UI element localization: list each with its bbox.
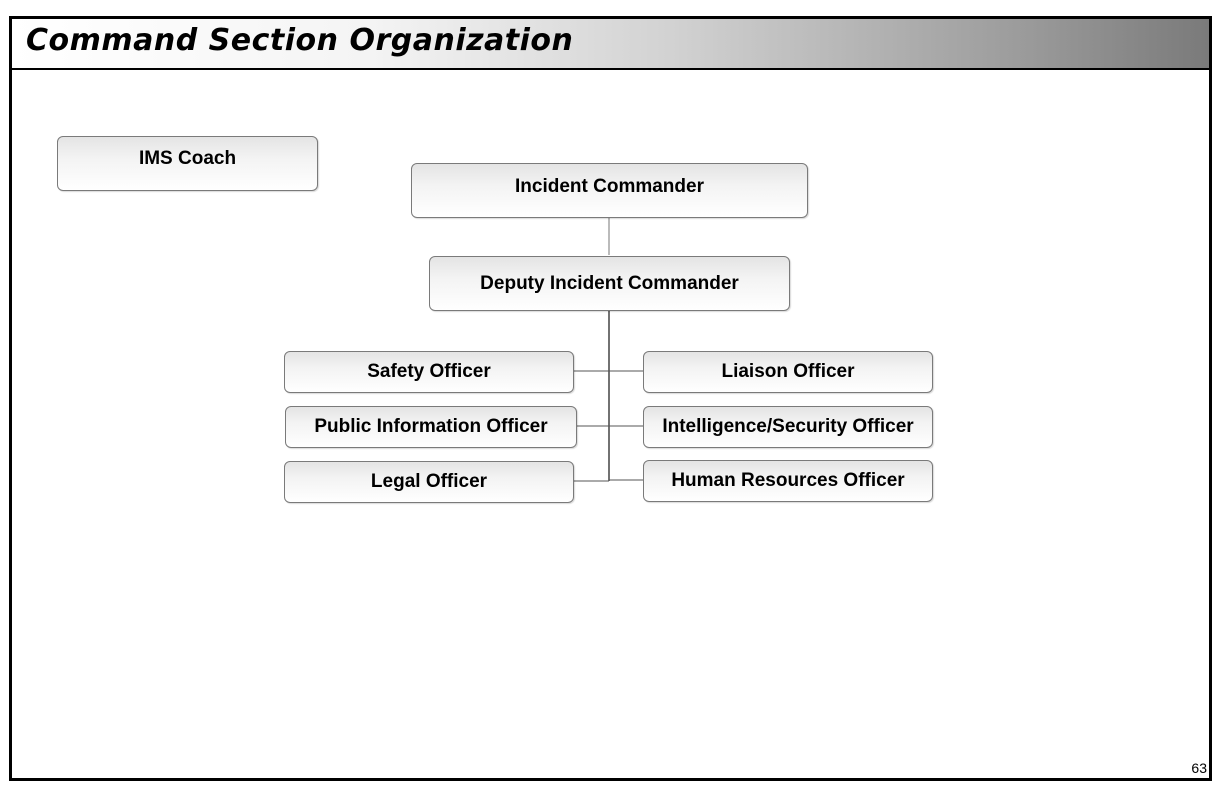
ims-coach-box: IMS Coach: [57, 136, 318, 191]
legal-officer-box: Legal Officer: [284, 461, 574, 503]
slide: [9, 16, 1212, 781]
intelligence-security-officer-box: Intelligence/Security Officer: [643, 406, 933, 448]
human-resources-officer-box: Human Resources Officer: [643, 460, 933, 502]
liaison-officer-box: Liaison Officer: [643, 351, 933, 393]
public-information-officer-box: Public Information Officer: [285, 406, 577, 448]
safety-officer-box: Safety Officer: [284, 351, 574, 393]
slide-title: Command Section Organization: [26, 23, 574, 58]
org-connectors: [12, 19, 1209, 778]
page-number: 63: [1191, 760, 1207, 776]
incident-commander-box: Incident Commander: [411, 163, 808, 218]
deputy-incident-commander-box: Deputy Incident Commander: [429, 256, 790, 311]
